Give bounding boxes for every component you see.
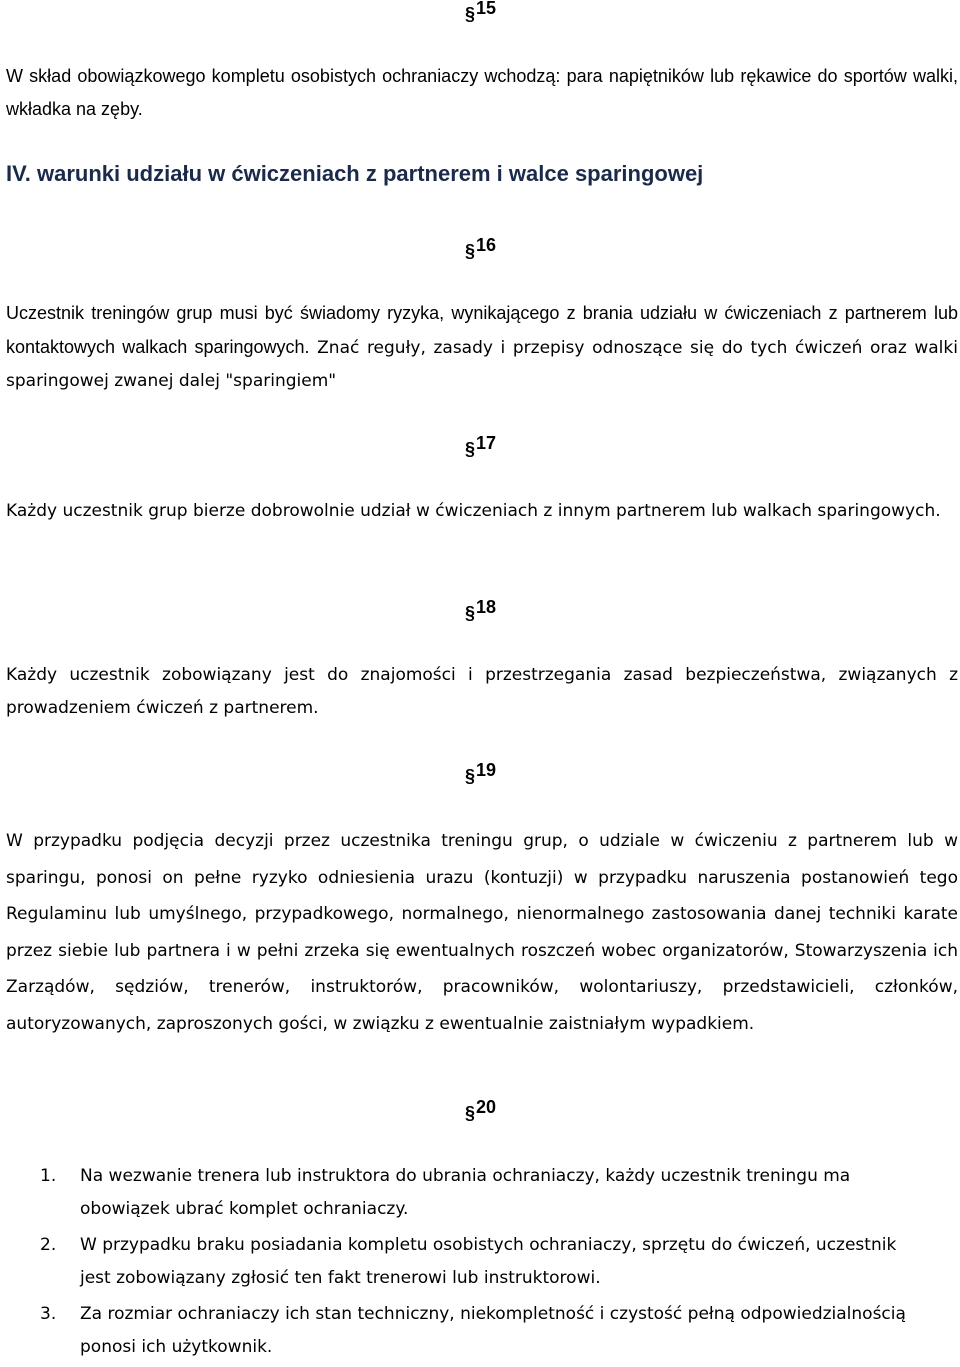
section-15-heading: §15 (465, 0, 497, 24)
section-20-heading: §20 (465, 1097, 497, 1123)
chapter-heading: IV. warunki udziału w ćwiczeniach z partnerem i walce sparingowej (6, 161, 704, 186)
section-18-text: Każdy uczestnik zobowiązany jest do znajomości i przestrzegania zasad bezpieczeństwa, związanych z prowadzeniem ćwiczeń z partnerem. (6, 665, 958, 718)
section-19-heading: §19 (465, 760, 497, 786)
section-17-heading: §17 (465, 433, 497, 459)
section-16-heading: §16 (465, 235, 497, 261)
section-17-text: Każdy uczestnik grup bierze dobrowolnie udział w ćwiczeniach z innym partnerem lub walkach sparingowych. (6, 501, 941, 521)
list-item: 3. Za rozmiar ochraniaczy ich stan techniczny, niekompletność i czystość pełną odpowiedzialnością ponosi ich użytkownik. (40, 1304, 906, 1357)
section-15-text: W skład obowiązkowego kompletu osobistych ochraniaczy wchodzą: para napiętników lub rękawice do sportów walki, wkładka na zęby. (6, 66, 958, 119)
section-18-heading: §18 (465, 597, 497, 623)
section-20-list (0, 1160, 920, 1367)
list-item: 2. W przypadku braku posiadania kompletu osobistych ochraniaczy, sprzętu do ćwiczeń, uczestnik jest zobowiązany zgłosić ten fakt trenerowi lub instruktorowi. (40, 1235, 897, 1288)
section-16-text: Uczestnik treningów grup musi być świadomy ryzyka, wynikającego z brania udziału w ćwiczeniach z partnerem lub kontaktowych walkach sparingowych. Znać reguły, zasady i przepisy odnoszące się do tych ćwiczeń oraz walki sparingowej zwanej dalej "sparingiem" (6, 303, 958, 391)
section-19-text: W przypadku podjęcia decyzji przez uczestnika treningu grup, o udziale w ćwiczeniu z partnerem lub w sparingu, ponosi on pełne ryzyko odniesienia urazu (kontuzji) w przypadku naruszenia postanowień tego Regulaminu lub umyślnego, przypadkowego, normalnego, nienormalnego zastosowania danej techniki karate przez siebie lub partnera i w pełni zrzeka się ewentualnych roszczeń wobec organizatorów, Stowarzyszenia ich Zarządów, sędziów, trenerów, instruktorów, pracowników, wolontariuszy, przedstawicieli, członków, autoryzowanych, zaproszonych gości, w związku z ewentualnie zaistniałym wypadkiem. (6, 831, 958, 1034)
list-item: 1. Na wezwanie trenera lub instruktora do ubrania ochraniaczy, każdy uczestnik treningu ma obowiązek ubrać komplet ochraniaczy. (40, 1166, 851, 1219)
